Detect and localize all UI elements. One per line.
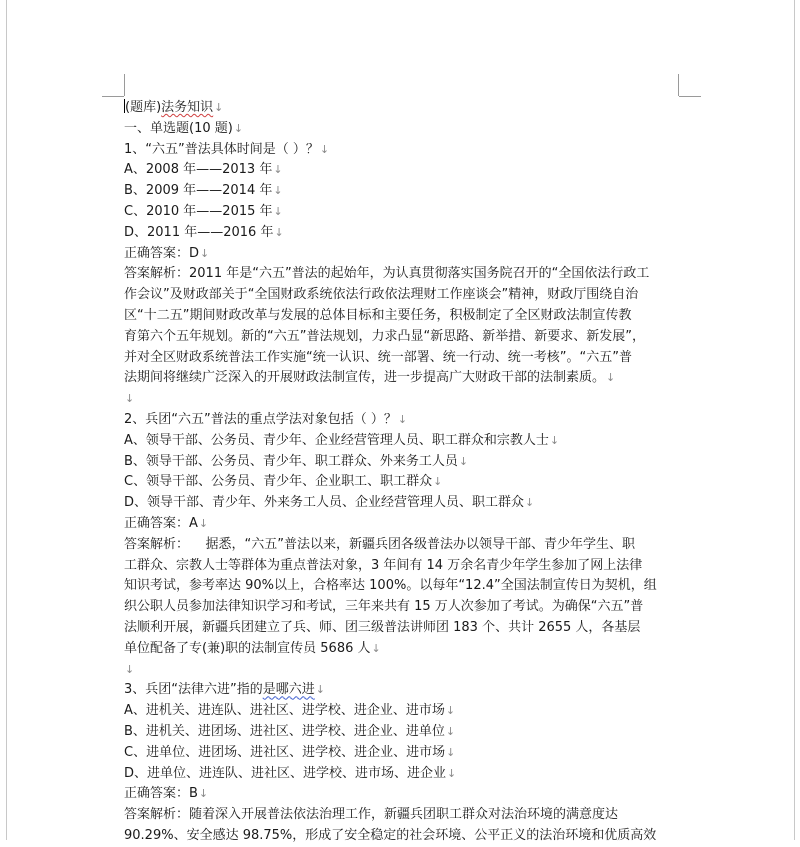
margin-corner-top-right-h bbox=[679, 96, 701, 97]
question-1-answer: 正确答案：D↓ bbox=[124, 245, 210, 261]
question-3-option-a: A、进机关、进连队、进社区、进学校、进企业、进市场↓ bbox=[124, 703, 456, 719]
question-3-answer: 正确答案：B↓ bbox=[124, 786, 209, 802]
paragraph-mark-icon: ↓ bbox=[433, 475, 443, 489]
paragraph-mark-icon: ↓ bbox=[214, 101, 224, 114]
question-2-analysis-line: 知识考试，参考率达 90%以上，合格率达 100%。以每年“12.4”全国法制宣传日为契机，组 bbox=[124, 578, 657, 594]
question-2-stem: 2、兵团“六五”普法的重点学法对象包括（ ）？↓ bbox=[124, 411, 408, 427]
paragraph-mark-icon: ↓ bbox=[606, 371, 616, 385]
question-3-option-c: C、进单位、进团场、进社区、进学校、进企业、进市场↓ bbox=[124, 744, 456, 760]
paragraph-mark-icon: ↓ bbox=[371, 641, 381, 655]
question-3-option-d: D、进单位、进连队、进社区、进学校、进市场、进企业↓ bbox=[124, 765, 457, 781]
question-3-option-b: B、进机关、进团场、进社区、进学校、进企业、进单位↓ bbox=[124, 723, 456, 739]
document-page bbox=[6, 0, 795, 843]
paragraph-mark-icon: ↓ bbox=[447, 766, 457, 780]
margin-corner-top-left-h bbox=[102, 96, 124, 97]
question-1-analysis-line: 并对全区财政系统普法工作实施“统一认识、统一部署、统一行动、统一考核”。“六五”普 bbox=[124, 349, 632, 365]
question-2-option-a: A、领导干部、公务员、青少年、企业经营管理人员、职工群众和宗教人士↓ bbox=[124, 432, 560, 448]
paragraph-mark-icon: ↓ bbox=[549, 433, 560, 447]
empty-paragraph bbox=[124, 660, 694, 681]
margin-corner-top-right bbox=[678, 74, 679, 96]
empty-paragraph bbox=[124, 389, 694, 410]
paragraph-mark-icon: ↓ bbox=[445, 704, 456, 718]
document-body[interactable] bbox=[124, 98, 694, 847]
paragraph-mark-icon: ↓ bbox=[125, 662, 135, 676]
paragraph-mark-icon: ↓ bbox=[445, 724, 456, 738]
question-2-analysis-line: 法顺利开展，新疆兵团建立了兵、师、团三级普法讲师团 183 个、共计 2655 人，各基层 bbox=[124, 619, 641, 635]
section-heading: 一、单选题(10 题)↓ bbox=[124, 120, 244, 136]
paragraph-mark-icon: ↓ bbox=[446, 745, 456, 759]
question-3-stem-marked: 是哪六进 bbox=[262, 682, 315, 698]
question-1-option-b: B、2009 年——2014 年↓ bbox=[124, 183, 283, 199]
paragraph-mark-icon: ↓ bbox=[198, 516, 209, 530]
question-2-answer: 正确答案：A↓ bbox=[124, 515, 209, 531]
question-1-stem: 1、“六五”普法具体时间是（ ）？↓ bbox=[124, 141, 330, 157]
paragraph-mark-icon: ↓ bbox=[273, 184, 283, 198]
question-2-option-b: B、领导干部、公务员、青少年、职工群众、外来务工人员↓ bbox=[124, 453, 469, 469]
question-2-option-d: D、领导干部、青少年、外来务工人员、企业经营管理人员、职工群众↓ bbox=[124, 495, 535, 511]
paragraph-mark-icon: ↓ bbox=[274, 225, 284, 239]
question-2-option-c: C、领导干部、公务员、青少年、企业职工、职工群众↓ bbox=[124, 474, 443, 490]
question-2-analysis-line: 答案解析： 据悉，“六五”普法以来，新疆兵团各级普法办以领导干部、青少年学生、职 bbox=[124, 536, 635, 552]
question-3-analysis-line: 答案解析：随着深入开展普法依法治理工作，新疆兵团职工群众对法治环境的满意度达 bbox=[124, 807, 619, 823]
paragraph-mark-icon: ↓ bbox=[200, 246, 210, 260]
question-1-analysis-line: 区“十二五”期间财政改革与发展的总体目标和主要任务，积极制定了全区财政法制宣传教 bbox=[124, 307, 632, 323]
paragraph-mark-icon: ↓ bbox=[397, 412, 408, 426]
paragraph-mark-icon: ↓ bbox=[125, 392, 135, 406]
paragraph-mark-icon: ↓ bbox=[233, 121, 244, 135]
paragraph-mark-icon: ↓ bbox=[525, 496, 535, 510]
question-1-analysis-line: 答案解析：2011 年是“六五”普法的起始年，为认真贯彻落实国务院召开的“全国依法行政工 bbox=[124, 266, 650, 282]
question-2-analysis-line: 单位配备了专(兼)职的法制宣传员 5686 人↓ bbox=[124, 640, 381, 656]
paragraph-mark-icon: ↓ bbox=[273, 204, 283, 218]
document-title bbox=[124, 98, 694, 119]
question-1-option-a: A、2008 年——2013 年↓ bbox=[124, 162, 283, 178]
paragraph-mark-icon: ↓ bbox=[315, 683, 325, 697]
question-1-analysis-line: 育第六个五年规划。新的“六五”普法规划，力求凸显“新思路、新举措、新要求、新发展”， bbox=[124, 328, 645, 344]
title-main: 法务知识 bbox=[161, 100, 214, 115]
paragraph-mark-icon: ↓ bbox=[458, 454, 469, 468]
paragraph-mark-icon: ↓ bbox=[319, 142, 330, 156]
question-3-analysis-line: 90.29%、安全感达 98.75%，形成了安全稳定的社会环境、公平正义的法治环境和优质高效 bbox=[124, 827, 657, 843]
question-1-option-c: C、2010 年——2015 年↓ bbox=[124, 203, 283, 219]
question-3-stem: 3、兵团“法律六进”指的是哪六进↓ bbox=[124, 682, 325, 698]
question-2-analysis-line: 织公职人员参加法律知识学习和考试，三年来共有 15 万人次参加了考试。为确保“六五”普 bbox=[124, 599, 644, 615]
question-1-analysis-line: 作会议”及财政部关于“全国财政系统依法行政依法理财工作座谈会”精神，财政厅围绕自治 bbox=[124, 287, 639, 303]
paragraph-mark-icon: ↓ bbox=[273, 163, 283, 177]
question-2-analysis-line: 工群众、宗教人士等群体为重点普法对象，3 年间有 14 万余名青少年学生参加了网上法律 bbox=[124, 557, 643, 573]
margin-corner-top-left bbox=[124, 74, 125, 96]
question-1-analysis-line: 法期间将继续广泛深入的开展财政法制宣传，进一步提高广大财政干部的法制素质。↓ bbox=[124, 370, 616, 386]
paragraph-mark-icon: ↓ bbox=[198, 787, 209, 801]
question-1-option-d: D、2011 年——2016 年↓ bbox=[124, 224, 284, 240]
title-prefix: (题库) bbox=[125, 100, 162, 115]
